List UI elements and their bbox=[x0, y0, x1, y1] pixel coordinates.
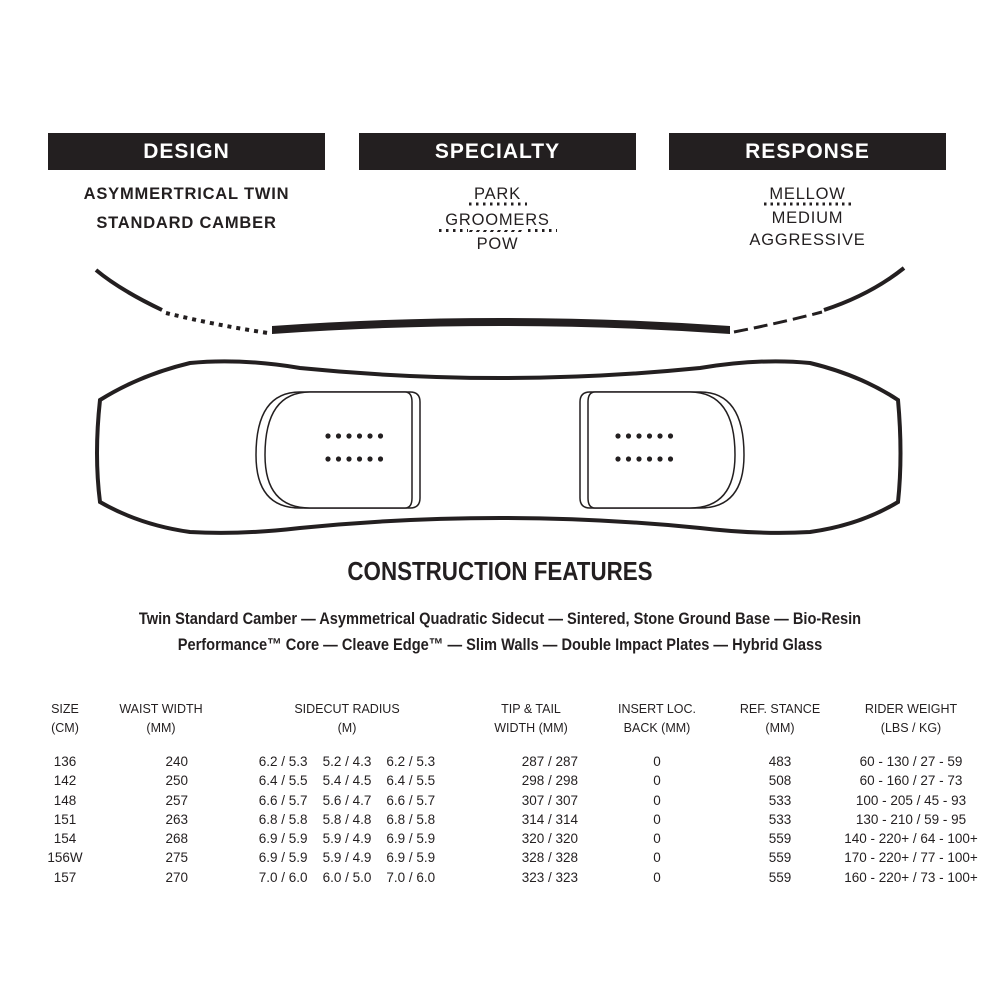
stance-cell: 559 bbox=[768, 869, 792, 885]
insert-hole bbox=[346, 433, 351, 438]
insert-hole bbox=[346, 456, 351, 461]
column-header bbox=[724, 700, 836, 752]
sidecut-3: 6.6 / 5.7 bbox=[386, 792, 436, 808]
insert-hole bbox=[367, 456, 372, 461]
insert-cell: 0 bbox=[653, 869, 661, 885]
header-line: (LBS / KG) bbox=[880, 721, 942, 735]
table-row bbox=[30, 810, 986, 829]
sidecut-1: 7.0 / 6.0 bbox=[258, 869, 308, 885]
waist-cell: 263 bbox=[165, 811, 188, 827]
sidecut-3: 6.2 / 5.3 bbox=[386, 754, 436, 769]
specialty-item-park: PARK bbox=[474, 185, 521, 203]
insert-hole bbox=[668, 456, 673, 461]
insert-hole bbox=[357, 433, 362, 438]
rider-weight-cell: 100 - 205 / 45 - 93 bbox=[855, 792, 967, 808]
sidecut-cell bbox=[222, 771, 472, 790]
sidecut-3: 6.9 / 5.9 bbox=[386, 850, 436, 866]
tip-tail-cell: 328 / 328 bbox=[521, 850, 578, 866]
construction-line-1: Twin Standard Camber — Asymmetrical Quadratic Sidecut — Sintered, Stone Ground Base — Bio-Resin bbox=[138, 609, 862, 628]
sidecut-1: 6.9 / 5.9 bbox=[258, 831, 308, 847]
stance-cell: 559 bbox=[768, 831, 792, 847]
sidecut-cell bbox=[222, 752, 472, 771]
waist-cell: 240 bbox=[165, 754, 188, 769]
sidecut-3: 6.9 / 5.9 bbox=[386, 831, 436, 847]
header-line: (CM) bbox=[51, 721, 79, 735]
insert-cell: 0 bbox=[653, 850, 661, 866]
design-item: ASYMMERTRICAL TWIN bbox=[83, 185, 290, 203]
insert-hole bbox=[647, 433, 652, 438]
construction-line-2: Performance™ Core — Cleave Edge™ — Slim Walls — Double Impact Plates — Hybrid Glass bbox=[177, 635, 823, 654]
tip-tail-cell: 307 / 307 bbox=[521, 792, 578, 808]
column-header bbox=[590, 700, 724, 752]
column-header bbox=[222, 700, 472, 752]
construction-features bbox=[70, 606, 930, 658]
sidecut-2: 5.2 / 4.3 bbox=[322, 754, 372, 769]
design-header: DESIGN bbox=[48, 133, 325, 170]
sidecut-3: 6.4 / 5.5 bbox=[386, 773, 436, 789]
tip-tail-cell: 287 / 287 bbox=[521, 754, 578, 769]
table-row bbox=[30, 771, 986, 790]
header-line: RIDER WEIGHT bbox=[864, 702, 958, 716]
insert-hole bbox=[378, 433, 383, 438]
sidecut-2: 5.8 / 4.8 bbox=[322, 811, 372, 827]
column-header bbox=[472, 700, 590, 752]
sidecut-2: 6.0 / 5.0 bbox=[322, 869, 372, 885]
response-item-medium: MEDIUM bbox=[771, 209, 844, 227]
insert-hole bbox=[357, 456, 362, 461]
sidecut-3: 6.8 / 5.8 bbox=[386, 811, 436, 827]
waist-cell: 250 bbox=[165, 773, 188, 789]
insert-hole bbox=[336, 456, 341, 461]
size-cell: 156W bbox=[47, 850, 83, 866]
sidecut-1: 6.2 / 5.3 bbox=[258, 754, 308, 769]
response-item-aggressive: AGGRESSIVE bbox=[749, 231, 866, 249]
specs-table bbox=[30, 700, 986, 887]
sidecut-2: 5.9 / 4.9 bbox=[322, 831, 372, 847]
rider-weight-cell: 60 - 130 / 27 - 59 bbox=[859, 754, 963, 769]
stance-cell: 508 bbox=[768, 773, 792, 789]
sidecut-cell bbox=[222, 810, 472, 829]
stance-cell: 559 bbox=[768, 850, 792, 866]
size-cell: 157 bbox=[53, 869, 77, 885]
sidecut-2: 5.4 / 4.5 bbox=[322, 773, 372, 789]
stance-cell: 483 bbox=[768, 754, 792, 769]
waist-cell: 275 bbox=[165, 850, 188, 866]
rider-weight-cell: 140 - 220+ / 64 - 100+ bbox=[844, 831, 978, 847]
waist-cell: 257 bbox=[165, 792, 188, 808]
size-cell: 142 bbox=[53, 773, 77, 789]
sidecut-cell bbox=[222, 829, 472, 848]
insert-cell: 0 bbox=[653, 773, 661, 789]
insert-hole bbox=[636, 433, 641, 438]
size-cell: 148 bbox=[53, 792, 77, 808]
rider-weight-cell: 170 - 220+ / 77 - 100+ bbox=[844, 850, 978, 866]
rider-weight-cell: 60 - 160 / 27 - 73 bbox=[859, 773, 963, 789]
header-line: BACK (MM) bbox=[623, 721, 691, 735]
design-item: STANDARD CAMBER bbox=[96, 214, 277, 232]
header-line: (MM) bbox=[765, 721, 795, 735]
insert-hole bbox=[615, 433, 620, 438]
insert-cell: 0 bbox=[653, 792, 661, 808]
header-line: REF. STANCE bbox=[739, 702, 821, 716]
column-header bbox=[836, 700, 986, 752]
insert-hole bbox=[636, 456, 641, 461]
insert-hole bbox=[657, 433, 662, 438]
tip-tail-cell: 323 / 323 bbox=[521, 869, 578, 885]
insert-hole bbox=[367, 433, 372, 438]
construction-title: CONSTRUCTION FEATURES bbox=[347, 556, 653, 586]
insert-hole bbox=[668, 433, 673, 438]
header-line: SIDECUT RADIUS bbox=[294, 702, 400, 716]
specialty-item-groomers: GROOMERS bbox=[445, 211, 550, 229]
sidecut-3: 7.0 / 6.0 bbox=[386, 869, 436, 885]
insert-hole bbox=[647, 456, 652, 461]
response-header: RESPONSE bbox=[669, 133, 946, 170]
insert-hole bbox=[626, 456, 631, 461]
sidecut-cell bbox=[222, 868, 472, 887]
size-cell: 151 bbox=[53, 811, 77, 827]
sidecut-cell bbox=[222, 791, 472, 810]
sidecut-2: 5.6 / 4.7 bbox=[322, 792, 372, 808]
size-cell: 154 bbox=[53, 831, 77, 847]
stance-cell: 533 bbox=[768, 811, 792, 827]
sidecut-1: 6.6 / 5.7 bbox=[258, 792, 308, 808]
sidecut-1: 6.8 / 5.8 bbox=[258, 811, 308, 827]
specialty-item-pow: POW bbox=[476, 235, 519, 253]
insert-cell: 0 bbox=[653, 831, 661, 847]
response-item-mellow: MELLOW bbox=[769, 185, 846, 203]
sidecut-1: 6.4 / 5.5 bbox=[258, 773, 308, 789]
waist-cell: 270 bbox=[165, 869, 188, 885]
header-line: WIDTH (MM) bbox=[494, 721, 568, 735]
header-line: (M) bbox=[337, 721, 357, 735]
header-line: SIZE bbox=[51, 702, 79, 716]
tip-tail-cell: 298 / 298 bbox=[521, 773, 578, 789]
column-header bbox=[100, 700, 222, 752]
insert-hole bbox=[378, 456, 383, 461]
header-line: TIP & TAIL bbox=[501, 702, 561, 716]
column-header bbox=[30, 700, 100, 752]
waist-cell: 268 bbox=[165, 831, 188, 847]
rider-weight-cell: 160 - 220+ / 73 - 100+ bbox=[844, 869, 978, 885]
table-row bbox=[30, 752, 986, 771]
stance-cell: 533 bbox=[768, 792, 792, 808]
sidecut-1: 6.9 / 5.9 bbox=[258, 850, 308, 866]
rider-weight-cell: 130 - 210 / 59 - 95 bbox=[855, 811, 967, 827]
size-cell: 136 bbox=[53, 754, 77, 769]
table-row bbox=[30, 848, 986, 867]
sidecut-cell bbox=[222, 848, 472, 867]
insert-hole bbox=[626, 433, 631, 438]
insert-hole bbox=[615, 456, 620, 461]
sidecut-2: 5.9 / 4.9 bbox=[322, 850, 372, 866]
insert-hole bbox=[657, 456, 662, 461]
insert-hole bbox=[336, 433, 341, 438]
header-line: (MM) bbox=[146, 721, 176, 735]
tip-tail-cell: 320 / 320 bbox=[521, 831, 578, 847]
table-row bbox=[30, 829, 986, 848]
insert-cell: 0 bbox=[653, 811, 661, 827]
table-row bbox=[30, 868, 986, 887]
header-line: INSERT LOC. bbox=[617, 702, 697, 716]
insert-hole bbox=[325, 456, 330, 461]
board-outline bbox=[97, 361, 901, 533]
tip-tail-cell: 314 / 314 bbox=[521, 811, 578, 827]
table-row bbox=[30, 791, 986, 810]
specialty-header: SPECIALTY bbox=[359, 133, 636, 170]
insert-cell: 0 bbox=[653, 754, 661, 769]
insert-hole bbox=[325, 433, 330, 438]
header-line: WAIST WIDTH bbox=[119, 702, 203, 716]
